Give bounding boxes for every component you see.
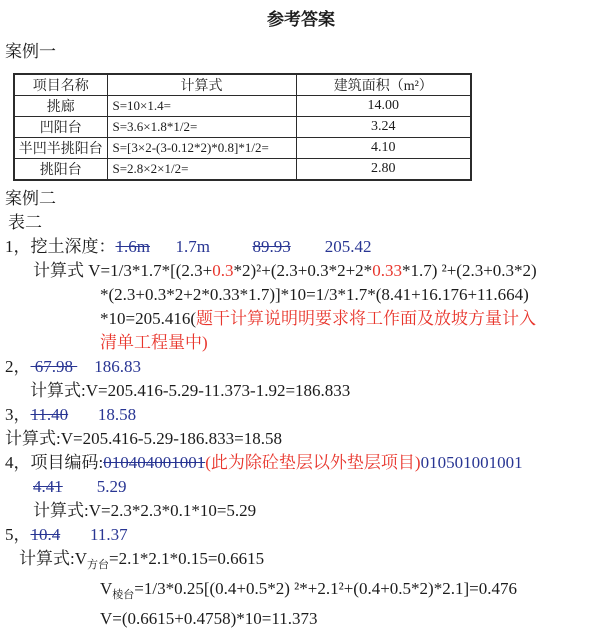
text-segment: 1.7m bbox=[175, 237, 210, 256]
answer-line bbox=[5, 475, 602, 499]
text-segment: V=(0.6615+0.4758)*10=11.373 bbox=[100, 609, 318, 628]
case2-subheading: 表二 bbox=[8, 213, 42, 232]
answer-line bbox=[5, 235, 602, 259]
text-segment: 计算式:V=205.416-5.29-11.373-1.92=186.833 bbox=[30, 381, 351, 400]
text-segment bbox=[60, 525, 90, 544]
text-segment: V bbox=[100, 579, 113, 598]
answer-line bbox=[5, 451, 602, 475]
text-segment: 010404001001 bbox=[103, 453, 206, 472]
text-segment: *10=205.416( bbox=[100, 309, 196, 328]
cell-formula: S=3.6×1.8*1/2= bbox=[107, 117, 296, 138]
text-segment: 计算式:V bbox=[19, 549, 87, 568]
cell-area: 4.10 bbox=[296, 138, 471, 159]
text-segment: *1.7) ²+(2.3+0.3*2) bbox=[401, 261, 537, 280]
cell-area: 3.24 bbox=[296, 117, 471, 138]
text-segment: 18.58 bbox=[97, 405, 137, 424]
page-title: 参考答案 bbox=[267, 10, 335, 29]
text-segment: 11.40 bbox=[30, 405, 69, 424]
text-segment: =1/3*0.25[(0.4+0.5*2) ²*+2.1²+(0.4+0.5*2)*2.1]=0.476 bbox=[134, 579, 517, 598]
answer-line bbox=[5, 403, 602, 427]
text-segment: 205.42 bbox=[324, 237, 372, 256]
answer-line bbox=[5, 355, 602, 379]
answer-line bbox=[5, 331, 602, 355]
answer-line bbox=[5, 427, 602, 451]
cell-name: 挑廊 bbox=[14, 96, 107, 117]
cell-name: 挑阳台 bbox=[14, 159, 107, 181]
text-segment: 计算式:V=2.3*2.3*0.1*10=5.29 bbox=[33, 501, 257, 520]
text-segment: 0.33 bbox=[372, 261, 402, 280]
text-segment: 题干计算说明明要求将工作面及放坡方量计入 bbox=[196, 309, 536, 328]
case2-heading: 案例二 bbox=[5, 189, 56, 208]
text-segment: *2)²+(2.3+0.3*2+2* bbox=[233, 261, 373, 280]
text-segment: 186.83 bbox=[94, 357, 141, 376]
text-segment: 5.29 bbox=[96, 477, 127, 496]
answer-line bbox=[5, 607, 602, 631]
text-segment: 1，挖土深度： bbox=[5, 237, 116, 256]
text-segment: *(2.3+0.3*2+2*0.33*1.7)]*10=1/3*1.7*(8.41+16.176+11.664) bbox=[100, 285, 529, 304]
text-segment: =2.1*2.1*0.15=0.6615 bbox=[109, 549, 265, 568]
cell-area: 2.80 bbox=[296, 159, 471, 181]
text-segment: 10.4 bbox=[30, 525, 61, 544]
text-segment: (此为除砼垫层以外垫层项目) bbox=[205, 453, 421, 472]
text-segment: 计算式 V=1/3*1.7*[(2.3+ bbox=[33, 261, 213, 280]
header-formula: 计算式 bbox=[107, 74, 296, 96]
text-segment: 11.37 bbox=[90, 525, 128, 544]
table-row bbox=[14, 159, 471, 181]
text-segment bbox=[150, 237, 176, 256]
cell-area: 14.00 bbox=[296, 96, 471, 117]
case1-table-body bbox=[14, 96, 471, 181]
table-row bbox=[14, 138, 471, 159]
answer-line bbox=[5, 523, 602, 547]
answer-line bbox=[5, 499, 602, 523]
subscript-label: 棱台 bbox=[112, 589, 135, 601]
case1-heading: 案例一 bbox=[5, 42, 56, 61]
answer-line bbox=[5, 259, 602, 283]
cell-name: 半凹半挑阳台 bbox=[14, 138, 107, 159]
text-segment: 清单工程量中) bbox=[100, 333, 208, 352]
text-segment bbox=[77, 357, 94, 376]
case1-table bbox=[13, 73, 472, 181]
answer-line bbox=[5, 283, 602, 307]
text-segment: 3， bbox=[5, 405, 31, 424]
table-header-row bbox=[14, 74, 471, 96]
text-segment bbox=[210, 237, 253, 256]
cell-formula: S=10×1.4= bbox=[107, 96, 296, 117]
text-segment bbox=[63, 477, 97, 496]
table-row bbox=[14, 96, 471, 117]
answer-line bbox=[5, 379, 602, 403]
cell-name: 凹阳台 bbox=[14, 117, 107, 138]
header-building-area: 建筑面积（m²） bbox=[296, 74, 471, 96]
text-segment: 5， bbox=[5, 525, 31, 544]
answer-line bbox=[5, 547, 602, 577]
text-segment: 4，项目编码: bbox=[5, 453, 104, 472]
answer-line bbox=[5, 307, 602, 331]
text-segment: 89.93 bbox=[252, 237, 291, 256]
text-segment: 2， bbox=[5, 357, 31, 376]
subscript-label: 方台 bbox=[87, 559, 109, 571]
text-segment: 计算式:V=205.416-5.29-186.833=18.58 bbox=[5, 429, 282, 448]
cell-formula: S=[3×2-(3-0.12*2)*0.8]*1/2= bbox=[107, 138, 296, 159]
answer-lines bbox=[5, 235, 602, 631]
table-row bbox=[14, 117, 471, 138]
text-segment: 010501001001 bbox=[420, 453, 523, 472]
text-segment bbox=[291, 237, 325, 256]
text-segment bbox=[68, 405, 98, 424]
text-segment: 4.41 bbox=[33, 477, 63, 496]
cell-formula: S=2.8×2×1/2= bbox=[107, 159, 296, 181]
header-project-name: 项目名称 bbox=[14, 74, 107, 96]
text-segment: 67.98 bbox=[30, 357, 78, 376]
text-segment: 1.6m bbox=[115, 237, 150, 256]
text-segment: 0.3 bbox=[212, 261, 234, 280]
